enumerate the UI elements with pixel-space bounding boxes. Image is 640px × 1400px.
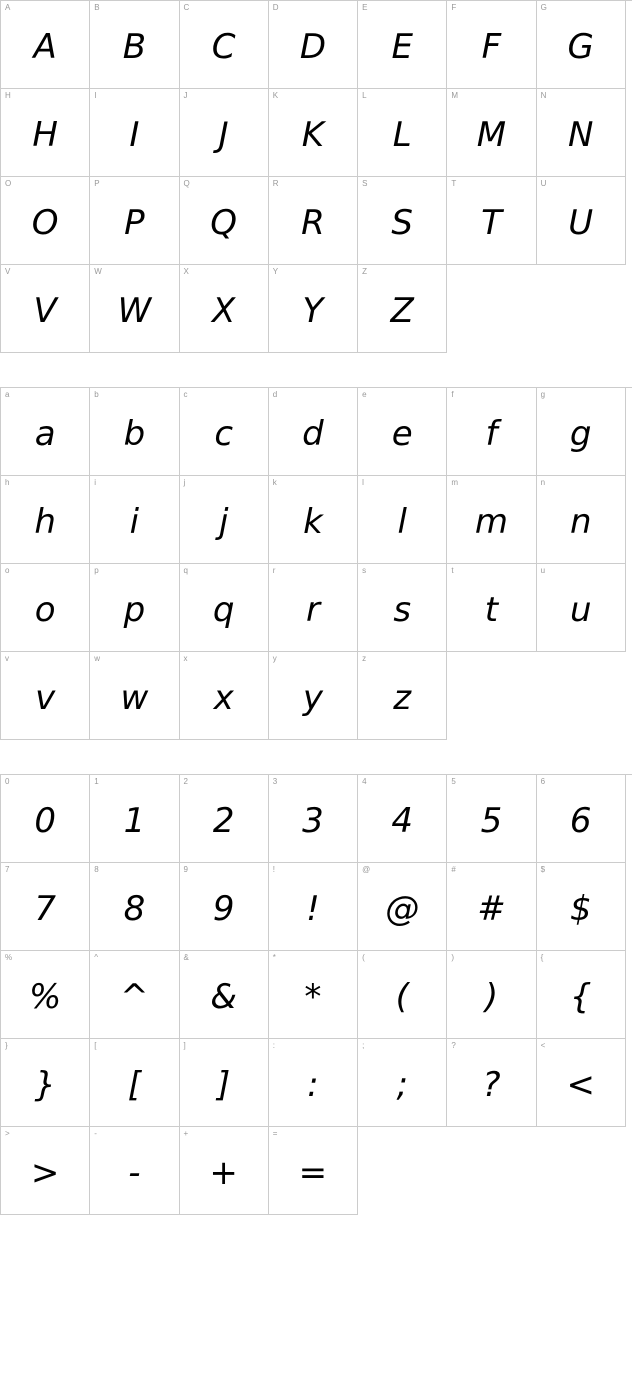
glyph-character: ^ (120, 976, 149, 1017)
glyph-cell-label: T (451, 179, 457, 188)
glyph-character: O (31, 202, 59, 243)
glyph-cell (1, 863, 90, 951)
glyph-cell (358, 1039, 447, 1127)
glyph-cell-label: N (540, 91, 547, 100)
glyph-character: > (30, 1152, 60, 1193)
glyph-character: ! (306, 888, 320, 929)
glyph-character: f (485, 413, 498, 454)
glyph-cell-label: U (540, 179, 547, 188)
glyph-character: Q (210, 202, 238, 243)
glyph-cell-label: H (5, 91, 11, 100)
glyph-cell (358, 863, 447, 951)
glyph-character: { (569, 976, 592, 1017)
glyph-character: 9 (212, 888, 235, 929)
glyph-character: b (123, 413, 146, 454)
glyph-cell (358, 1, 447, 89)
glyph-cell (537, 177, 626, 265)
glyph-cell (180, 863, 269, 951)
glyph-cell (537, 951, 626, 1039)
glyph-character: 5 (480, 800, 503, 841)
glyph-cell (358, 951, 447, 1039)
glyph-cell (537, 388, 626, 476)
glyph-cell (269, 476, 358, 564)
glyph-cell-label: * (272, 953, 276, 962)
glyph-cell-label: 7 (5, 865, 10, 874)
glyph-cell (90, 265, 179, 353)
glyph-cell-label: x (183, 654, 188, 663)
glyph-cell-label: D (272, 3, 279, 12)
glyph-cell (1, 951, 90, 1039)
glyph-character: } (34, 1064, 56, 1105)
glyph-cell (447, 388, 536, 476)
glyph-cell-label: K (272, 91, 279, 100)
glyph-cell-label: p (94, 566, 99, 575)
glyph-cell (269, 652, 358, 740)
glyph-cell (537, 564, 626, 652)
glyph-cell (1, 1039, 90, 1127)
glyph-cell (269, 863, 358, 951)
glyph-cell (269, 1, 358, 89)
glyph-cell-label: I (94, 91, 97, 100)
glyph-cell-label: Z (362, 267, 367, 276)
glyph-cell-label: l (362, 478, 364, 487)
glyph-cell-label: w (94, 654, 101, 663)
glyph-character: a (34, 413, 56, 454)
glyph-character: 8 (123, 888, 146, 929)
glyph-cell-empty (537, 265, 626, 353)
glyph-cell-label: E (362, 3, 368, 12)
glyph-cell (358, 177, 447, 265)
glyph-cell (269, 951, 358, 1039)
glyph-cell (180, 1039, 269, 1127)
charset-block-uppercase (0, 0, 632, 353)
glyph-character: v (35, 677, 56, 718)
glyph-character: r (305, 589, 320, 630)
glyph-character: z (393, 677, 412, 718)
glyph-character: 2 (212, 800, 235, 841)
glyph-character: @ (385, 888, 420, 929)
glyph-cell-label: - (94, 1129, 97, 1138)
glyph-cell-label: d (272, 390, 278, 399)
glyph-character: N (568, 114, 594, 155)
glyph-cell-label: P (94, 179, 100, 188)
glyph-cell (90, 863, 179, 951)
glyph-cell-label: 2 (183, 777, 188, 786)
glyph-cell-label: 0 (5, 777, 10, 786)
glyph-cell (537, 1039, 626, 1127)
glyph-cell (358, 476, 447, 564)
glyph-character: D (299, 26, 327, 67)
glyph-cell-label: = (272, 1129, 278, 1138)
glyph-cell (447, 476, 536, 564)
glyph-cell-label: > (5, 1129, 10, 1138)
glyph-cell (180, 177, 269, 265)
glyph-character: L (392, 114, 412, 155)
glyph-cell-label: 9 (183, 865, 188, 874)
glyph-cell-label: % (5, 953, 13, 962)
glyph-character: G (567, 26, 594, 67)
glyph-cell-label: & (183, 953, 189, 962)
glyph-cell (1, 1, 90, 89)
glyph-character: p (123, 589, 146, 630)
glyph-cell-label: ) (451, 953, 454, 962)
glyph-cell (269, 177, 358, 265)
glyph-cell-label: @ (362, 865, 371, 874)
glyph-cell (180, 1, 269, 89)
glyph-cell-label: y (272, 654, 277, 663)
glyph-cell (90, 89, 179, 177)
glyph-cell (180, 265, 269, 353)
glyph-cell (358, 265, 447, 353)
glyph-character: 1 (123, 800, 146, 841)
glyph-character: j (218, 501, 229, 542)
glyph-cell (537, 775, 626, 863)
glyph-character: % (28, 976, 62, 1017)
glyph-character: d (302, 413, 324, 454)
glyph-character: i (129, 501, 140, 542)
glyph-cell-label: 8 (94, 865, 99, 874)
glyph-cell-label: { (540, 953, 544, 962)
glyph-character: C (211, 26, 236, 67)
glyph-cell (90, 775, 179, 863)
glyph-cell-empty (447, 652, 536, 740)
glyph-cell (447, 89, 536, 177)
glyph-character: o (34, 589, 56, 630)
glyph-character: [ (127, 1064, 142, 1105)
glyph-cell-label: 5 (451, 777, 456, 786)
glyph-cell-label: W (94, 267, 102, 276)
glyph-cell-label: g (540, 390, 546, 399)
glyph-cell-label: A (5, 3, 11, 12)
glyph-character: 6 (569, 800, 592, 841)
glyph-character: g (569, 413, 592, 454)
glyph-cell (90, 177, 179, 265)
glyph-cell-label: : (272, 1041, 276, 1050)
glyph-character: x (213, 677, 234, 718)
glyph-cell (180, 1127, 269, 1215)
glyph-cell (180, 89, 269, 177)
glyph-character: : (307, 1064, 319, 1105)
glyph-cell-label: G (540, 3, 547, 12)
glyph-cell-label: 1 (94, 777, 99, 786)
glyph-cell-label: b (94, 390, 99, 399)
glyph-cell (269, 388, 358, 476)
glyph-character: Z (390, 290, 414, 331)
glyph-character: = (298, 1152, 328, 1193)
glyph-character: 3 (302, 800, 324, 841)
glyph-cell (358, 775, 447, 863)
glyph-cell-label: R (272, 179, 279, 188)
glyph-cell (447, 863, 536, 951)
glyph-character: I (129, 114, 140, 155)
glyph-cell (358, 564, 447, 652)
glyph-cell-label: Y (272, 267, 279, 276)
glyph-character: F (481, 26, 502, 67)
glyph-character: R (301, 202, 325, 243)
glyph-cell (180, 775, 269, 863)
glyph-cell-label: 3 (272, 777, 278, 786)
glyph-cell (90, 476, 179, 564)
glyph-cell (1, 564, 90, 652)
glyph-character: T (481, 202, 502, 243)
glyph-character: m (474, 501, 509, 542)
glyph-cell-label: ( (362, 953, 365, 962)
glyph-cell-label: e (362, 390, 367, 399)
glyph-character: ] (217, 1064, 231, 1105)
glyph-cell-label: c (183, 390, 188, 399)
glyph-character: 7 (34, 888, 56, 929)
glyph-character: u (569, 589, 592, 630)
glyph-cell-empty (447, 1127, 536, 1215)
glyph-character: k (303, 501, 323, 542)
glyph-character: w (120, 677, 149, 718)
glyph-cell-label: S (362, 179, 368, 188)
glyph-cell-label: V (5, 267, 11, 276)
glyph-cell (447, 951, 536, 1039)
glyph-character: S (391, 202, 413, 243)
glyph-character: M (476, 114, 507, 155)
glyph-cell-label: r (272, 566, 276, 575)
charset-block-symbols (0, 774, 632, 1215)
glyph-cell (90, 951, 179, 1039)
glyph-cell-label: Q (183, 179, 190, 188)
charset-block-lowercase (0, 387, 632, 740)
glyph-cell (90, 1, 179, 89)
glyph-character: E (391, 26, 413, 67)
glyph-cell-label: n (540, 478, 546, 487)
glyph-cell (1, 89, 90, 177)
glyph-cell (269, 89, 358, 177)
glyph-character: $ (569, 888, 592, 929)
glyph-cell-label: 4 (362, 777, 367, 786)
glyph-cell (1, 265, 90, 353)
glyph-cell (269, 265, 358, 353)
glyph-cell-label: O (5, 179, 12, 188)
glyph-character: J (218, 114, 229, 155)
glyph-cell-label: L (362, 91, 367, 100)
glyph-cell-empty (358, 1127, 447, 1215)
glyph-cell-label: # (451, 865, 456, 874)
glyph-cell (180, 476, 269, 564)
glyph-cell-label: m (451, 478, 458, 487)
glyph-cell-label: i (94, 478, 97, 487)
glyph-cell (90, 388, 179, 476)
glyph-character: 0 (34, 800, 56, 841)
glyph-cell (537, 89, 626, 177)
glyph-cell-label: u (540, 566, 546, 575)
glyph-cell (1, 652, 90, 740)
glyph-cell-label: ] (183, 1041, 186, 1050)
glyph-character: H (32, 114, 58, 155)
glyph-cell-label: } (5, 1041, 8, 1050)
glyph-cell-label: z (362, 654, 367, 663)
glyph-cell (1, 177, 90, 265)
glyph-character: l (397, 501, 407, 542)
glyph-character: q (212, 589, 235, 630)
glyph-character: n (569, 501, 592, 542)
glyph-character: A (33, 26, 57, 67)
glyph-cell (447, 775, 536, 863)
glyph-character: c (214, 413, 234, 454)
glyph-cell-label: $ (540, 865, 546, 874)
glyph-cell (447, 1, 536, 89)
glyph-character: # (477, 888, 506, 929)
glyph-cell-label: [ (94, 1041, 97, 1050)
glyph-character: ? (482, 1064, 501, 1105)
glyph-cell (537, 476, 626, 564)
glyph-character: - (128, 1152, 141, 1193)
glyph-cell-label: a (5, 390, 10, 399)
glyph-cell-label: v (5, 654, 9, 663)
glyph-cell-label: 6 (540, 777, 546, 786)
glyph-character: U (568, 202, 594, 243)
glyph-cell-label: M (451, 91, 458, 100)
glyph-cell-label: F (451, 3, 457, 12)
glyph-cell (269, 775, 358, 863)
glyph-character: V (33, 290, 57, 331)
glyph-cell (537, 863, 626, 951)
glyph-cell (269, 1127, 358, 1215)
glyph-cell-label: f (451, 390, 454, 399)
glyph-cell (90, 1039, 179, 1127)
glyph-character: ( (395, 976, 409, 1017)
glyph-cell-label: ^ (94, 953, 99, 962)
glyph-cell-empty (537, 1127, 626, 1215)
glyph-cell (90, 564, 179, 652)
glyph-cell-label: B (94, 3, 100, 12)
glyph-character: K (301, 114, 325, 155)
glyph-cell-label: o (5, 566, 10, 575)
glyph-cell-label: ? (451, 1041, 456, 1050)
glyph-cell-empty (537, 652, 626, 740)
glyph-cell-label: t (451, 566, 454, 575)
glyph-cell-label: C (183, 3, 190, 12)
glyph-character: P (124, 202, 145, 243)
glyph-cell (1, 388, 90, 476)
glyph-cell (90, 652, 179, 740)
glyph-character: & (210, 976, 237, 1017)
glyph-character: 4 (391, 800, 414, 841)
glyph-cell (1, 476, 90, 564)
glyph-cell-label: ; (362, 1041, 365, 1050)
glyph-character: W (117, 290, 152, 331)
glyph-cell-label: J (183, 91, 188, 100)
glyph-cell-label: ! (272, 865, 276, 874)
glyph-character: Y (302, 290, 324, 331)
glyph-cell-label: + (183, 1129, 189, 1138)
glyph-character: t (484, 589, 499, 630)
glyph-cell (269, 1039, 358, 1127)
glyph-cell (537, 1, 626, 89)
glyph-cell (180, 564, 269, 652)
glyph-cell (180, 652, 269, 740)
glyph-cell (180, 951, 269, 1039)
glyph-cell (1, 1127, 90, 1215)
glyph-cell-label: X (183, 267, 189, 276)
glyph-character: h (34, 501, 56, 542)
glyph-character: ; (396, 1064, 408, 1105)
glyph-character: y (302, 677, 323, 718)
glyph-character: s (393, 589, 412, 630)
glyph-character: < (566, 1064, 595, 1105)
glyph-character: ) (484, 976, 499, 1017)
glyph-cell-empty (447, 265, 536, 353)
glyph-cell (447, 1039, 536, 1127)
glyph-cell (358, 388, 447, 476)
glyph-character: + (209, 1152, 238, 1193)
glyph-cell (358, 652, 447, 740)
glyph-cell (358, 89, 447, 177)
glyph-cell (447, 564, 536, 652)
glyph-character: e (391, 413, 413, 454)
glyph-cell (180, 388, 269, 476)
glyph-cell (90, 1127, 179, 1215)
glyph-cell (447, 177, 536, 265)
glyph-cell (1, 775, 90, 863)
glyph-character: * (304, 976, 322, 1017)
glyph-cell-label: s (362, 566, 367, 575)
glyph-character: B (122, 26, 147, 67)
glyph-cell (269, 564, 358, 652)
glyph-cell-label: h (5, 478, 10, 487)
glyph-cell-label: q (183, 566, 188, 575)
glyph-character: X (212, 290, 236, 331)
glyph-cell-label: j (183, 478, 186, 487)
glyph-cell-label: k (272, 478, 277, 487)
glyph-cell-label: < (540, 1041, 546, 1050)
